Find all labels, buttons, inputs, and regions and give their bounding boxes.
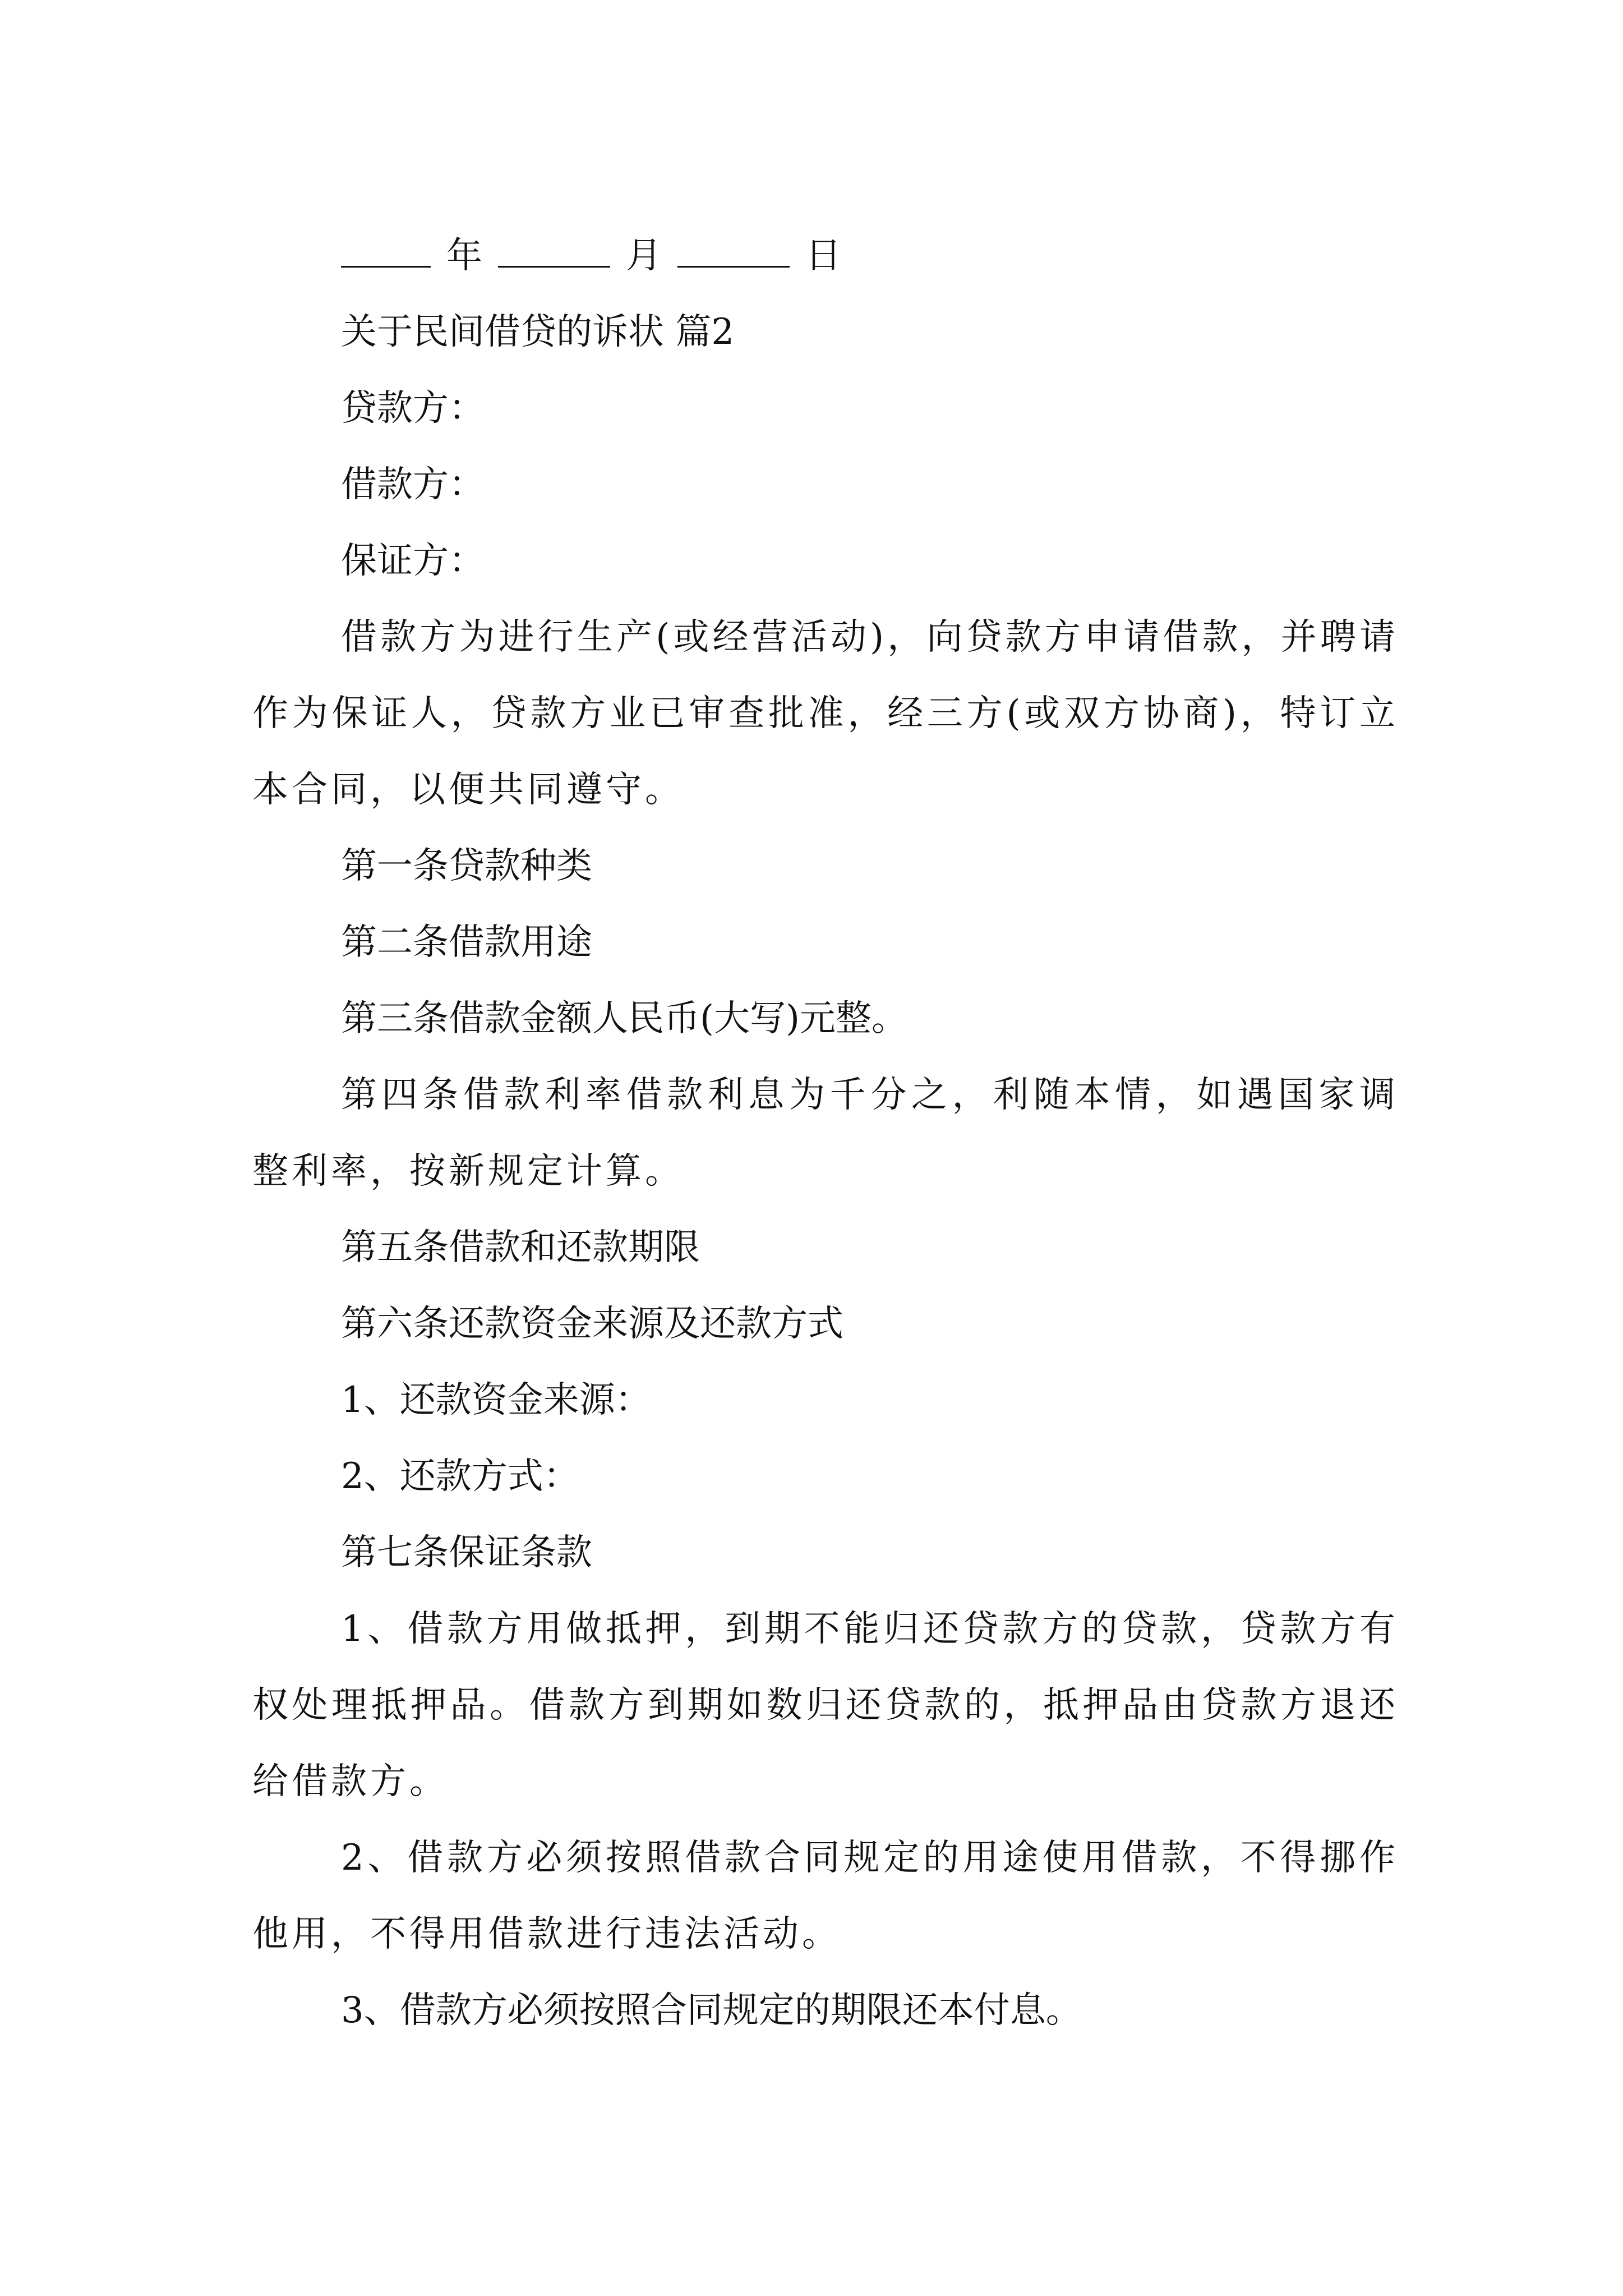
- article-7: 第七条保证条款: [341, 1532, 592, 1573]
- article-5: 第五条借款和还款期限: [341, 1227, 700, 1268]
- year-label: 年: [446, 235, 482, 277]
- day-label: 日: [805, 235, 841, 277]
- intro-paragraph: 借款方为进行生产(或经营活动)，向贷款方申请借款，并聘请作为保证人，贷款方业已审查批准，经三方(或双方协商)，特订立本合同，以便共同遵守。: [252, 616, 1399, 811]
- article-3: 第三条借款金额人民币(大写)元整。: [341, 998, 907, 1039]
- document-title: 关于民间借贷的诉状 篇2: [341, 311, 735, 353]
- month-blank: [498, 237, 610, 268]
- date-line: [252, 218, 1399, 294]
- document-page: [252, 218, 1399, 2049]
- day-blank: [677, 237, 790, 268]
- year-blank: [341, 237, 431, 268]
- article-2: 第二条借款用途: [341, 922, 592, 963]
- article-6: 第六条还款资金来源及还款方式: [341, 1303, 843, 1345]
- guarantor-line: 保证方：: [341, 540, 485, 582]
- lender-line: 贷款方：: [341, 388, 485, 429]
- article-1: 第一条贷款种类: [341, 845, 592, 887]
- article-7-item-3: 3、借款方必须按照合同规定的期限还本付息。: [341, 1990, 1082, 2031]
- article-7-item-2: 2、借款方必须按照借款合同规定的用途使用借款，不得挪作他用，不得用借款进行违法活动。: [252, 1837, 1399, 1955]
- article-6-item-2: 2、还款方式：: [341, 1456, 579, 1497]
- article-7-item-1: 1、借款方用做抵押，到期不能归还贷款方的贷款，贷款方有权处理抵押品。借款方到期如数归还贷款的，抵押品由贷款方退还给借款方。: [252, 1608, 1399, 1802]
- month-label: 月: [626, 235, 662, 277]
- article-6-item-1: 1、还款资金来源：: [341, 1379, 651, 1421]
- article-4: 第四条借款利率借款利息为千分之，利随本情，如遇国家调整利率，按新规定计算。: [252, 1074, 1399, 1192]
- borrower-line: 借款方：: [341, 464, 485, 505]
